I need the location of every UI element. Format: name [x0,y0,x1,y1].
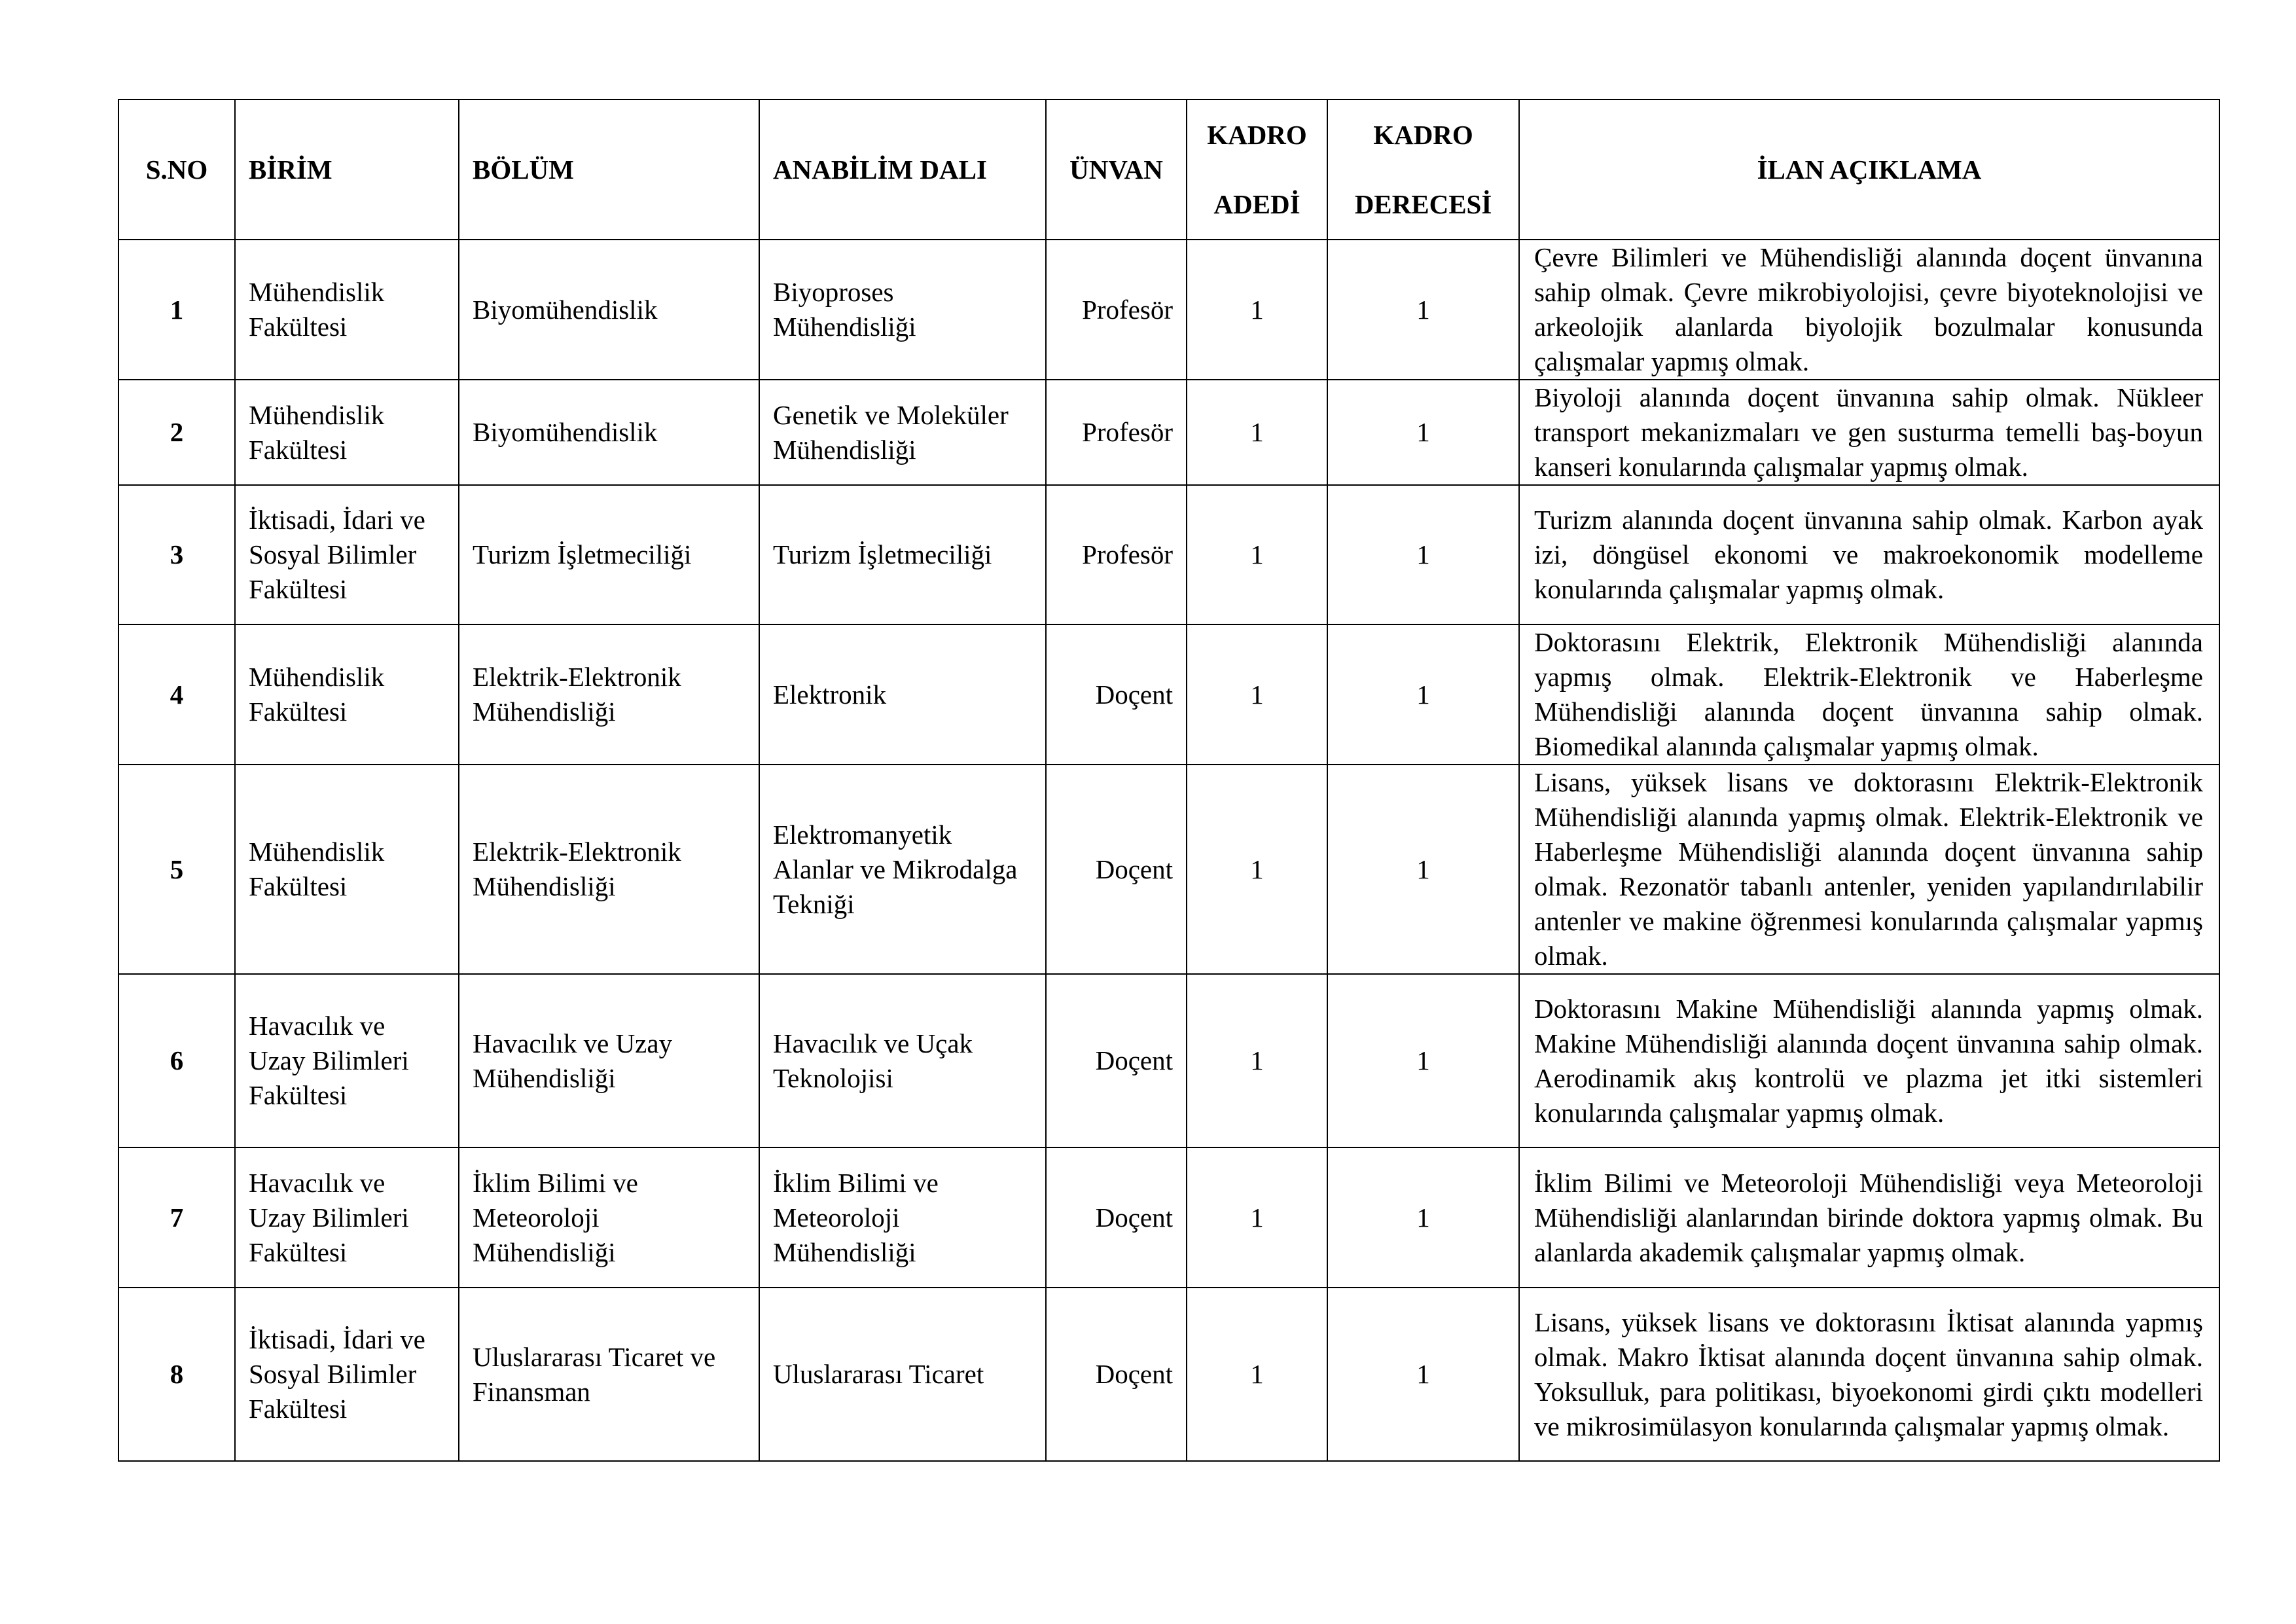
cell-anabilim: Elektronik [759,624,1046,765]
cell-kadro-adedi: 1 [1187,624,1327,765]
cell-ilan-aciklama: İklim Bilimi ve Meteoroloji Mühendisliği veya Meteoroloji Mühendisliği alanlarından birinde doktora yapmış olmak. Bu alanlarda akademik çalışmalar yapmış olmak. [1519,1147,2219,1288]
cell-sno: 3 [118,485,235,624]
header-kadro-derecesi [1327,99,1519,240]
cell-sno: 4 [118,624,235,765]
header-unvan: ÜNVAN [1046,99,1187,240]
cell-bolum: Elektrik-Elektronik Mühendisliği [459,765,759,974]
cell-unvan: Doçent [1046,765,1187,974]
cell-unvan: Doçent [1046,974,1187,1147]
cell-kadro-adedi: 1 [1187,380,1327,485]
cell-unvan: Doçent [1046,624,1187,765]
cell-sno: 6 [118,974,235,1147]
cell-kadro-adedi: 1 [1187,240,1327,380]
cell-sno: 1 [118,240,235,380]
table-row [118,974,2219,1147]
cell-bolum: Uluslararası Ticaret ve Finansman [459,1288,759,1461]
cell-kadro-adedi: 1 [1187,485,1327,624]
header-kadro-derecesi-line1: KADRO [1373,120,1473,150]
cell-bolum: Elektrik-Elektronik Mühendisliği [459,624,759,765]
cell-kadro-adedi: 1 [1187,1147,1327,1288]
cell-ilan-aciklama: Lisans, yüksek lisans ve doktorasını Elektrik-Elektronik Mühendisliği alanında yapmış olmak. Elektrik-Elektronik ve Haberleşme Mühendisliği alanında doçent ünvanına sahip olmak. Rezonatör tabanlı antenler, yeniden yapılandırılabilir antenler ve makine öğrenmesi konularında çalışmalar yapmış olmak. [1519,765,2219,974]
cell-anabilim: Uluslararası Ticaret [759,1288,1046,1461]
cell-ilan-aciklama: Biyoloji alanında doçent ünvanına sahip olmak. Nükleer transport mekanizmaları ve gen susturma temelli baş-boyun kanseri konularında çalışmalar yapmış olmak. [1519,380,2219,485]
header-kadro-derecesi-line2: DERECESİ [1354,189,1492,219]
cell-bolum: Havacılık ve Uzay Mühendisliği [459,974,759,1147]
cell-birim: Havacılık ve Uzay Bilimleri Fakültesi [235,974,459,1147]
cell-birim: Mühendislik Fakültesi [235,765,459,974]
cell-birim: Mühendislik Fakültesi [235,380,459,485]
table-row [118,1288,2219,1461]
cell-anabilim: Turizm İşletmeciliği [759,485,1046,624]
cell-sno: 5 [118,765,235,974]
cell-sno: 7 [118,1147,235,1288]
header-kadro-adedi [1187,99,1327,240]
cell-unvan: Profesör [1046,240,1187,380]
table-row [118,1147,2219,1288]
cell-bolum: İklim Bilimi ve Meteoroloji Mühendisliği [459,1147,759,1288]
cell-unvan: Profesör [1046,380,1187,485]
table-row [118,240,2219,380]
cell-birim: İktisadi, İdari ve Sosyal Bilimler Fakültesi [235,1288,459,1461]
header-anabilim: ANABİLİM DALI [759,99,1046,240]
cell-ilan-aciklama: Çevre Bilimleri ve Mühendisliği alanında doçent ünvanına sahip olmak. Çevre mikrobiyolojisi, çevre biyoteknolojisi ve arkeolojik alanlarda biyolojik bozulmalar konusunda çalışmalar yapmış olmak. [1519,240,2219,380]
cell-kadro-derecesi: 1 [1327,1288,1519,1461]
cell-birim: Mühendislik Fakültesi [235,240,459,380]
cell-anabilim: Elektromanyetik Alanlar ve Mikrodalga Tekniği [759,765,1046,974]
cell-kadro-derecesi: 1 [1327,624,1519,765]
cell-unvan: Doçent [1046,1288,1187,1461]
cell-kadro-adedi: 1 [1187,974,1327,1147]
cell-anabilim: Havacılık ve Uçak Teknolojisi [759,974,1046,1147]
table-row [118,765,2219,974]
cell-kadro-adedi: 1 [1187,765,1327,974]
cell-kadro-adedi: 1 [1187,1288,1327,1461]
table-header-row [118,99,2219,240]
header-bolum: BÖLÜM [459,99,759,240]
table-row [118,380,2219,485]
cell-kadro-derecesi: 1 [1327,1147,1519,1288]
cell-bolum: Biyomühendislik [459,380,759,485]
cell-birim: İktisadi, İdari ve Sosyal Bilimler Fakültesi [235,485,459,624]
cell-kadro-derecesi: 1 [1327,974,1519,1147]
cell-kadro-derecesi: 1 [1327,380,1519,485]
cell-birim: Mühendislik Fakültesi [235,624,459,765]
cell-kadro-derecesi: 1 [1327,240,1519,380]
cell-birim: Havacılık ve Uzay Bilimleri Fakültesi [235,1147,459,1288]
cell-anabilim: Biyoproses Mühendisliği [759,240,1046,380]
cell-unvan: Doçent [1046,1147,1187,1288]
position-announcement-table [118,99,2220,1462]
cell-kadro-derecesi: 1 [1327,485,1519,624]
cell-sno: 2 [118,380,235,485]
table-row [118,485,2219,624]
cell-ilan-aciklama: Lisans, yüksek lisans ve doktorasını İktisat alanında yapmış olmak. Makro İktisat alanında doçent ünvanına sahip olmak. Yoksulluk, para politikası, biyoekonomi girdi çıktı modelleri ve mikrosimülasyon konularında çalışmalar yapmış olmak. [1519,1288,2219,1461]
header-ilan-aciklama: İLAN AÇIKLAMA [1519,99,2219,240]
header-kadro-adedi-line2: ADEDİ [1213,189,1300,219]
cell-bolum: Biyomühendislik [459,240,759,380]
header-kadro-adedi-line1: KADRO [1207,120,1307,150]
header-birim: BİRİM [235,99,459,240]
cell-bolum: Turizm İşletmeciliği [459,485,759,624]
cell-ilan-aciklama: Turizm alanında doçent ünvanına sahip olmak. Karbon ayak izi, döngüsel ekonomi ve makroekonomik modelleme konularında çalışmalar yapmış olmak. [1519,485,2219,624]
cell-sno: 8 [118,1288,235,1461]
cell-anabilim: İklim Bilimi ve Meteoroloji Mühendisliği [759,1147,1046,1288]
cell-ilan-aciklama: Doktorasını Makine Mühendisliği alanında yapmış olmak. Makine Mühendisliği alanında doçent ünvanına sahip olmak. Aerodinamik akış kontrolü ve plazma jet itki sistemleri konularında çalışmalar yapmış olmak. [1519,974,2219,1147]
document-page [118,99,2219,1462]
cell-ilan-aciklama: Doktorasını Elektrik, Elektronik Mühendisliği alanında yapmış olmak. Elektrik-Elektronik ve Haberleşme Mühendisliği alanında doçent ünvanına sahip olmak. Biomedikal alanında çalışmalar yapmış olmak. [1519,624,2219,765]
cell-unvan: Profesör [1046,485,1187,624]
header-sno: S.NO [118,99,235,240]
table-row [118,624,2219,765]
cell-anabilim: Genetik ve Moleküler Mühendisliği [759,380,1046,485]
cell-kadro-derecesi: 1 [1327,765,1519,974]
